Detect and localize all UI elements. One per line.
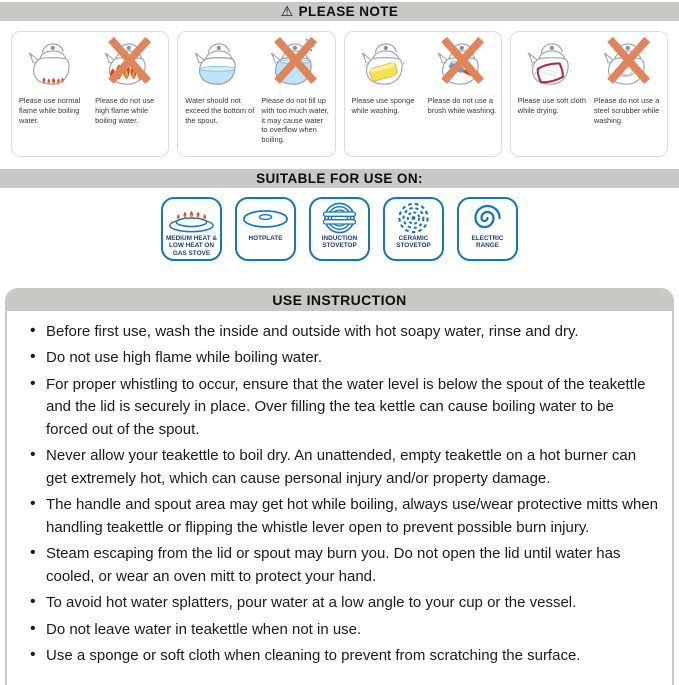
note-caption: Please use sponge while washing.: [351, 96, 415, 116]
stove-type-hotplate: [235, 197, 296, 261]
stove-type-label: CERAMIC STOVETOP: [396, 234, 431, 250]
note-caption: Please do not use high flame while boiling water.: [95, 96, 155, 125]
stove-type-label: INDUCTION STOVETOP: [321, 234, 358, 250]
instruction-item: • Do not leave water in teakettle when not in use.: [29, 619, 658, 642]
stove-type-label: HOTPLATE: [248, 234, 283, 242]
kettle-sponge-icon: [352, 37, 418, 87]
please-note-title: PLEASE NOTE: [298, 4, 399, 19]
kettle-water-level-icon: [185, 37, 251, 87]
instruction-item: • Steam escaping from the lid or spout may burn you. Do not open the lid until water has cooled, or wear an oven mitt to protect your hand.: [29, 543, 658, 588]
kettle-steel-scrubber-crossed-icon: [594, 37, 660, 87]
kettle-normal-flame-icon: [19, 37, 85, 87]
gas-stove-icon: [164, 202, 219, 234]
stove-type-label: ELECTRIC RANGE: [471, 234, 504, 250]
suitable-for-header: [0, 169, 679, 188]
note-cell-do: [514, 37, 588, 152]
warning-icon: ⚠: [280, 2, 294, 19]
kettle-brush-crossed-icon: [428, 37, 494, 87]
note-cell-dont: [91, 37, 165, 152]
stove-type-ceramic: [383, 197, 444, 261]
note-panel-drying: [510, 31, 668, 157]
instruction-item: • The handle and spout area may get hot while boiling, always use/wear protective mitts when handling teakettle or flipping the whistle lever open to prevent possible burn injury.: [29, 494, 658, 539]
instruction-item: • Never allow your teakettle to boil dry. An unattended, empty teakettle on a hot burner can get extremely hot, which can cause personal injury and/or property damage.: [29, 445, 658, 490]
note-caption: Please do not use a steel scrubber while washing.: [593, 96, 660, 125]
stove-type-row: [0, 197, 679, 261]
note-cell-dont: [257, 37, 331, 152]
note-caption: Please do not use a brush while washing.: [427, 96, 497, 116]
instruction-item: • For proper whistling to occur, ensure that the water level is below the spout of the teakettle and the lid is securely in place. Over filling the tea kettle can cause boiling water to be forced out of the spout.: [29, 374, 658, 442]
electric-range-icon: [460, 202, 515, 234]
stove-type-electric: [457, 197, 518, 261]
please-note-panels: [0, 21, 679, 157]
hotplate-icon: [238, 202, 293, 234]
instruction-item: • Use a sponge or soft cloth when cleaning to prevent from scratching the surface.: [29, 645, 658, 668]
use-instruction-box: [5, 288, 674, 685]
note-cell-do: [181, 37, 255, 152]
kettle-high-flame-crossed-icon: [95, 37, 161, 87]
please-note-header: [0, 2, 679, 21]
stove-type-induction: [309, 197, 370, 261]
note-caption: Please do not fill up with too much water, it may cause water to overflow when boiling.: [261, 96, 329, 144]
note-caption: Please use normal flame while boiling water.: [19, 96, 81, 125]
note-cell-dont: [424, 37, 498, 152]
induction-stovetop-icon: [312, 202, 367, 234]
note-caption: Please use soft cloth while drying.: [517, 96, 586, 116]
use-instruction-title: USE INSTRUCTION: [272, 292, 407, 309]
suitable-for-title: SUITABLE FOR USE ON:: [256, 170, 423, 186]
kettle-overfill-crossed-icon: [261, 37, 327, 87]
instruction-item: • To avoid hot water splatters, pour water at a low angle to your cup or the vessel.: [29, 592, 658, 615]
note-panel-water: [177, 31, 335, 157]
instruction-item: • Before first use, wash the inside and outside with hot soapy water, rinse and dry.: [29, 321, 658, 344]
kettle-soft-cloth-icon: [518, 37, 584, 87]
use-instruction-header: [7, 290, 672, 311]
ceramic-stovetop-icon: [386, 202, 441, 234]
stove-type-gas: [161, 197, 222, 261]
note-caption: Water should not exceed the bottom of the spout.: [185, 96, 255, 125]
note-cell-dont: [590, 37, 664, 152]
note-cell-do: [15, 37, 89, 152]
stove-type-label: MEDIUM HEAT & LOW HEAT ON GAS STOVE: [165, 234, 217, 257]
note-panel-washing: [344, 31, 502, 157]
instruction-item: • Do not use high flame while boiling water.: [29, 347, 658, 370]
note-cell-do: [348, 37, 422, 152]
note-panel-flame: [11, 31, 169, 157]
use-instruction-list: [7, 321, 672, 668]
